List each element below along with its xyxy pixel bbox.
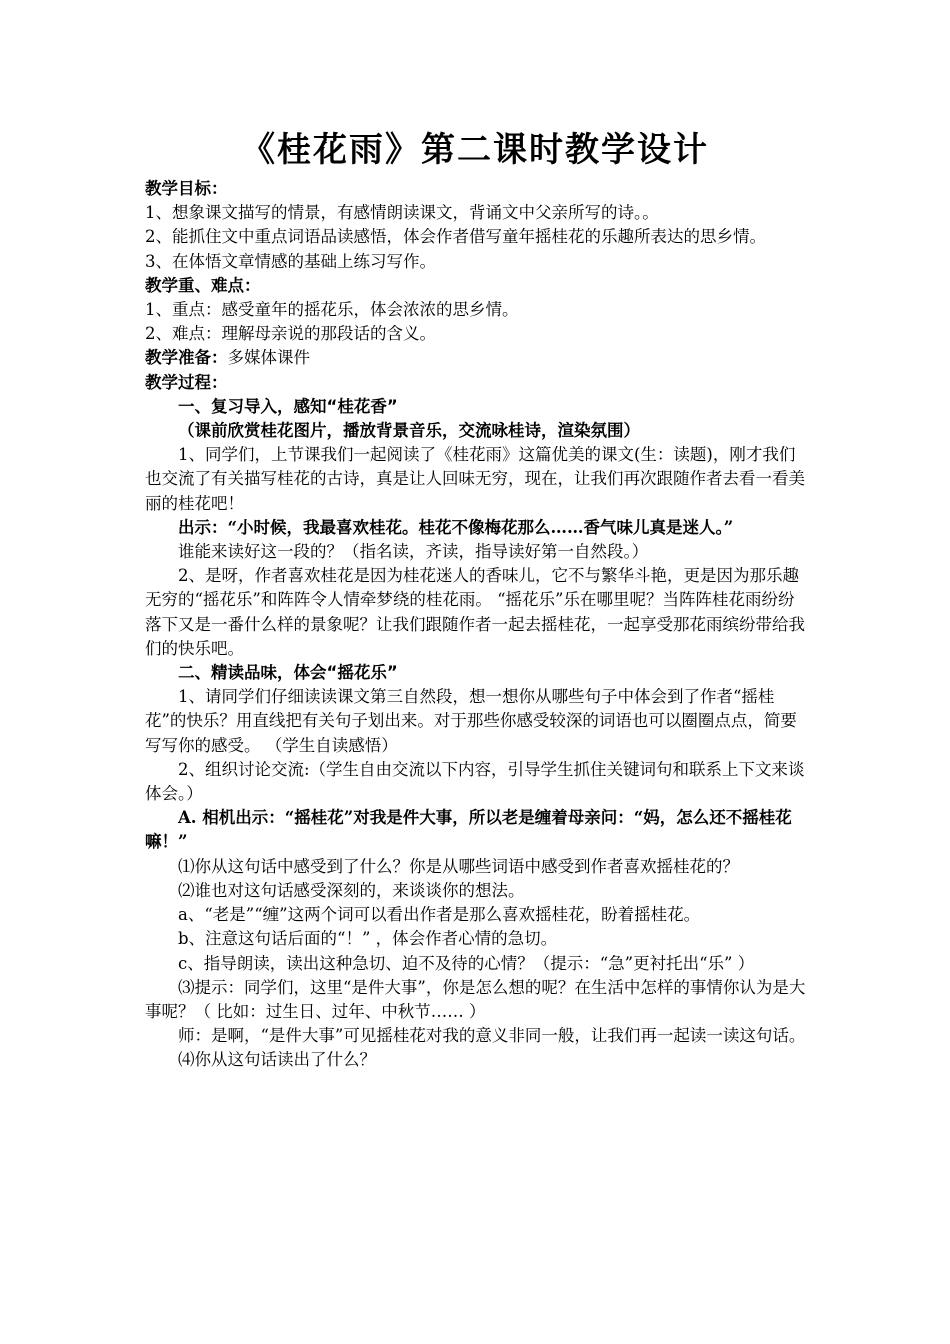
objective-item: 2、能抓住文中重点词语品读感悟，体会作者借写童年摇桂花的乐趣所表达的思乡情。 <box>145 227 766 247</box>
objective-item: 1、想象课文描写的情景，有感情朗读课文，背诵文中父亲所写的诗。。 <box>145 203 659 223</box>
teacher-remark: 师：是啊，“是件大事”可见摇桂花对我的意义非同一般，让我们再一起读一读这句话。 <box>178 1026 806 1046</box>
objectives-heading: 教学目标： <box>145 179 228 198</box>
paragraph: 2、组织讨论交流:（学生自由交流以下内容，引导学生抓住关键词句和联系上下文来谈体会。） <box>145 759 805 804</box>
section1-subtitle: （课前欣赏桂花图片，播放背景音乐，交流咏桂诗，渲染氛围） <box>178 421 640 441</box>
preparation-value: 多媒体课件 <box>227 348 310 368</box>
sub-point: b、注意这句话后面的“！” ，体会作者心情的急切。 <box>178 929 558 949</box>
document-body <box>145 177 810 1073</box>
key-point-item: 2、难点：理解母亲说的那段话的含义。 <box>145 324 436 344</box>
section2-title: 二、精读品味，体会“摇花乐” <box>178 663 398 683</box>
sub-point: a、“老是”“缠”这两个词可以看出作者是那么喜欢摇桂花，盼着摇桂花。 <box>178 905 701 925</box>
preparation-heading: 教学准备： <box>145 348 228 368</box>
shown-quote: 出示：“小时候，我最喜欢桂花。桂花不像梅花那么……香气味儿真是迷人。” <box>178 517 734 537</box>
sub-point: c、指导朗读，读出这种急切、迫不及待的心情？（提示：“急”更衬托出“乐” ） <box>178 953 755 973</box>
question: ⑶提示：同学们，这里“是件大事”，你是怎么想的呢？在生活中怎样的事情你认为是大事呢？（ 比如：过生日、过年、中秋节…… ） <box>145 977 806 1021</box>
question: ⑷你从这句话读出了什么？ <box>178 1050 376 1070</box>
objective-item: 3、在体悟文章情感的基础上练习写作。 <box>145 251 436 271</box>
preparation-line <box>145 346 810 370</box>
paragraph: 谁能来读好这一段的？（指名读，齐读，指导读好第一自然段。） <box>178 542 649 562</box>
key-points-heading: 教学重、难点： <box>145 275 261 295</box>
question: ⑴你从这句话中感受到了什么？你是从哪些词语中感受到作者喜欢摇桂花的？ <box>178 856 739 876</box>
process-heading: 教学过程： <box>145 372 228 392</box>
paragraph: 1、同学们，上节课我们一起阅读了《桂花雨》这篇优美的课文(生：读题)，刚才我们也交流了有关描写桂花的古诗，真是让人回味无穷，现在，让我们再次跟随作者去看一看美丽的桂花吧！ <box>145 445 805 513</box>
section1-title: 一、复习导入，感知“桂花香” <box>178 396 398 416</box>
paragraph: 1、请同学们仔细读读课文第三自然段，想一想你从哪些句子中体会到了作者“摇桂花”的快乐？用直线把有关句子划出来。对于那些你感受较深的词语也可以圈圈点点，简要写写你的感受。 （学生自读感悟） <box>145 687 797 755</box>
paragraph: 2、是呀，作者喜欢桂花是因为桂花迷人的香味儿，它不与繁华斗艳，更是因为那乐趣无穷的“摇花乐”和阵阵令人情牵梦绕的桂花雨。 “摇花乐”乐在哪里呢？当阵阵桂花雨纷纷落下又是一番什么样的景象呢？让我们跟随作者一起去摇桂花，一起享受那花雨缤纷带给我们的快乐吧。 <box>145 566 805 658</box>
question: ⑵谁也对这句话感受深刻的，来谈谈你的想法。 <box>178 880 525 900</box>
key-point-item: 1、重点：感受童年的摇花乐，体会浓浓的思乡情。 <box>145 300 519 320</box>
shown-quote: A. 相机出示：“摇桂花”对我是件大事，所以老是缠着母亲问：“妈，怎么还不摇桂花嘛！” <box>145 808 792 852</box>
page-title: 《桂花雨》第二课时教学设计 <box>241 130 709 170</box>
